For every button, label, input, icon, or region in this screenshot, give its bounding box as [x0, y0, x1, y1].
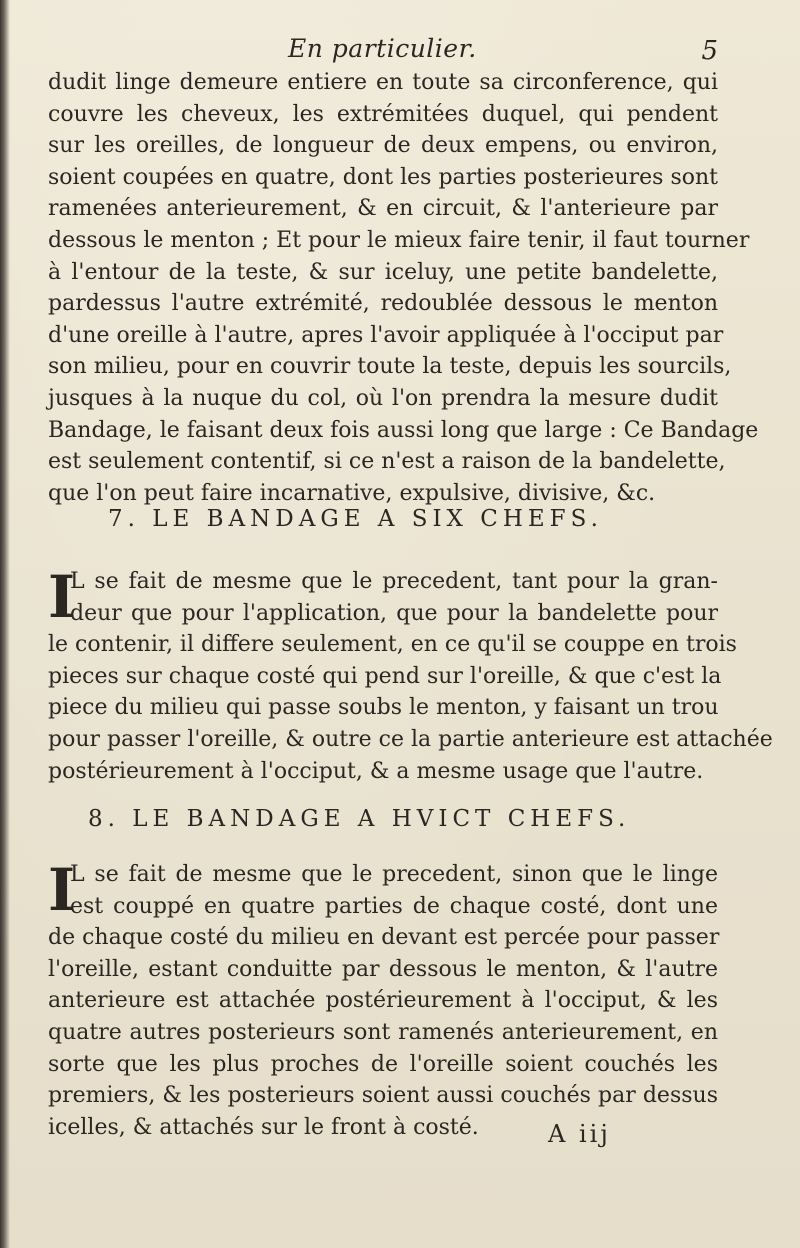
intro-paragraph [48, 67, 759, 509]
text-line: quatre autres posterieurs sont ramenés anterieurement, en [48, 1019, 718, 1045]
text-line: ramenées anterieurement, & en circuit, & l'anterieure par [48, 196, 718, 222]
text-line: l'oreille, estant conduitte par dessous le menton, & l'autre [48, 956, 718, 982]
text-line: est seulement contentif, si ce n'est a raison de la bandelette, [48, 449, 726, 475]
section-8-paragraph [48, 856, 720, 1143]
page-number: 5 [701, 36, 718, 66]
text-line: son milieu, pour en couvrir toute la teste, depuis les sourcils, [48, 354, 732, 380]
drop-initial: I [48, 856, 76, 924]
running-title: En particulier. [288, 34, 477, 63]
text-line: L se fait de mesme que le precedent, tant pour la gran- [70, 569, 718, 594]
signature-mark: A iij [548, 1120, 611, 1148]
text-line: postérieurement à l'occiput, & a mesme usage que l'autre. [48, 758, 704, 784]
text-line: pardessus l'autre extrémité, redoublée dessous le menton [48, 291, 718, 317]
section-8-heading: 8. LE BANDAGE A HVICT CHEFS. [88, 806, 631, 832]
text-line: est couppé en quatre parties de chaque costé, dont une [70, 893, 718, 919]
text-line: piece du milieu qui passe soubs le menton, y faisant un trou [48, 695, 719, 721]
text-line: couvre les cheveux, les extrémitées duquel, qui pendent [48, 101, 718, 127]
text-line: deur que pour l'application, que pour la bandelette pour [70, 600, 718, 626]
drop-initial: I [48, 563, 76, 631]
text-line: d'une oreille à l'autre, apres l'avoir appliquée à l'occiput par [48, 322, 724, 348]
text-line: Bandage, le faisant deux fois aussi long que large : Ce Bandage [48, 417, 759, 443]
text-line: de chaque costé du milieu en devant est percée pour passer [48, 925, 720, 951]
section-7-paragraph [48, 563, 773, 787]
text-line: anterieure est attachée postérieurement à l'occiput, & les [48, 988, 718, 1014]
text-line: dessous le menton ; Et pour le mieux faire tenir, il faut tourner [48, 227, 750, 253]
text-line: pieces sur chaque costé qui pend sur l'oreille, & que c'est la [48, 663, 722, 689]
text-line: que l'on peut faire incarnative, expulsive, divisive, &c. [48, 480, 656, 506]
text-line: sorte que les plus proches de l'oreille soient couchés les [48, 1051, 718, 1077]
text-line: pour passer l'oreille, & outre ce la partie anterieure est attachée [48, 726, 773, 752]
section-7-heading: 7. LE BANDAGE A SIX CHEFS. [108, 506, 603, 532]
text-line: le contenir, il differe seulement, en ce qu'il se couppe en trois [48, 632, 737, 658]
text-line: dudit linge demeure entiere en toute sa circonference, qui [48, 70, 718, 95]
text-line: L se fait de mesme que le precedent, sinon que le linge [70, 862, 718, 887]
text-line: premiers, & les posterieurs soient aussi couchés par dessus [48, 1083, 718, 1109]
text-line: sur les oreilles, de longueur de deux empens, ou environ, [48, 133, 718, 159]
binding-edge [0, 0, 10, 1248]
text-line: soient coupées en quatre, dont les parties posterieures sont [48, 164, 718, 190]
text-line: icelles, & attachés sur le front à costé. [48, 1114, 479, 1140]
text-line: jusques à la nuque du col, où l'on prendra la mesure dudit [48, 385, 718, 411]
text-line: à l'entour de la teste, & sur iceluy, une petite bandelette, [48, 259, 718, 285]
